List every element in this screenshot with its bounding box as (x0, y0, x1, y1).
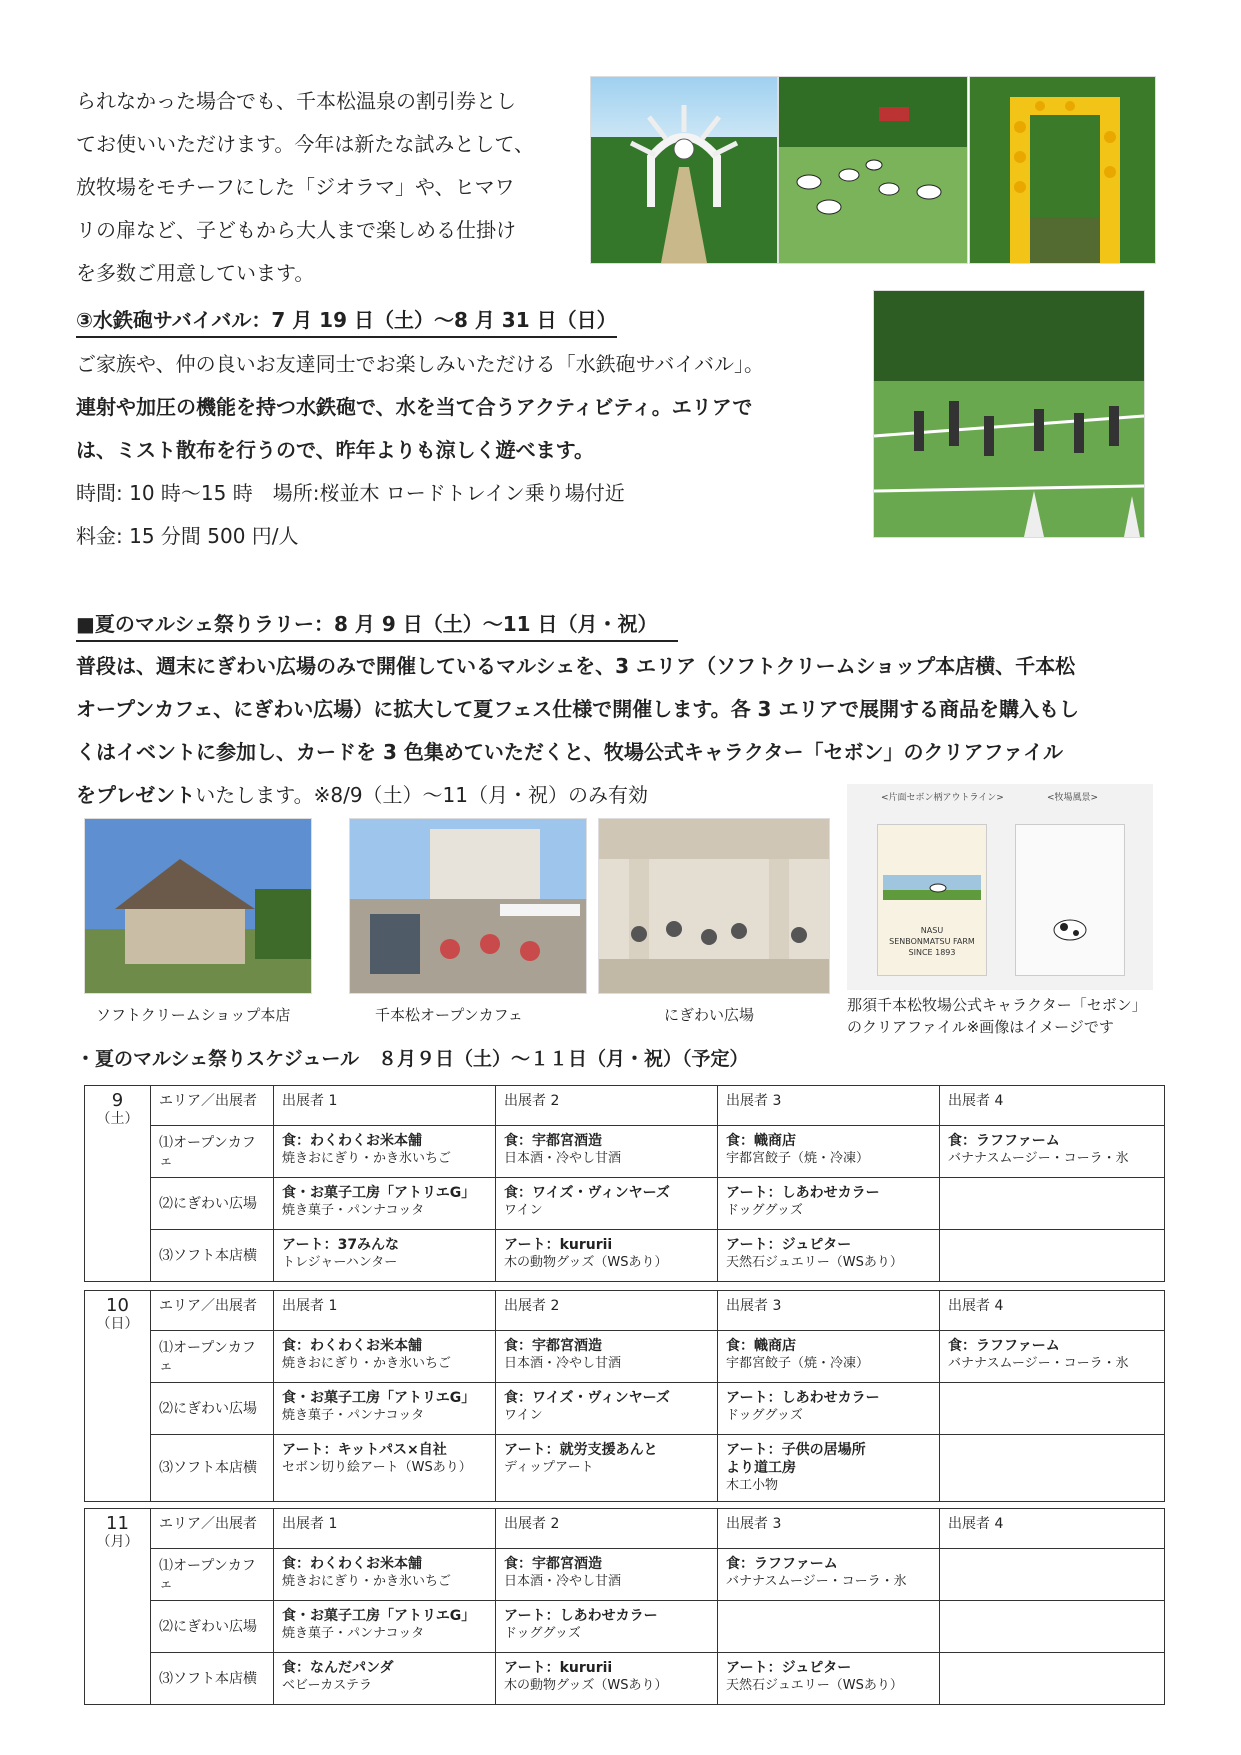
exhibitor-name: アート：しあわせカラー (504, 1608, 658, 1624)
intro-line: を多数ご用意しています。 (76, 261, 315, 285)
exhibitor-product: 天然石ジュエリー（WSあり） (726, 1678, 903, 1693)
exhibitor-product: ディップアート (504, 1460, 594, 1475)
area-cell: ⑴オープンカフェ (151, 1331, 274, 1383)
exhibitor-cell (718, 1178, 940, 1230)
exhibitor-product: 木工小物 (726, 1478, 779, 1493)
exhibitor-cell (718, 1383, 940, 1435)
marche-line: 普段は、週末にぎわい広場のみで開催しているマルシェを、3 エリア（ソフトクリームショップ本店横、千本松 (76, 654, 1076, 678)
nigiwai-plaza-photo (598, 818, 830, 994)
table-row (85, 1230, 1165, 1282)
shop-illustration (85, 819, 311, 993)
exhibitor-cell (274, 1383, 496, 1435)
day-of-week: （土） (96, 1111, 139, 1127)
area-cell: ⑵にぎわい広場 (151, 1601, 274, 1653)
exhibitor-name: 食・お菓子工房「アトリエG」 (282, 1185, 476, 1201)
exhibitor-product: ワイン (504, 1408, 543, 1423)
day-cell (85, 1291, 151, 1502)
clear-file-image (847, 784, 1153, 990)
exhibitor-cell (496, 1331, 718, 1383)
exhibitor-cell (274, 1126, 496, 1178)
table-row (85, 1653, 1165, 1705)
water-gun-illustration (874, 291, 1144, 537)
file-label-left: <片面セボン柄アウトライン> (881, 793, 1004, 803)
schedule-table-day9 (84, 1085, 1165, 1282)
water-gun-photo (873, 290, 1145, 538)
exhibitor-product: ワイン (504, 1203, 543, 1218)
exhibitor-name: 食：宇都宮酒造 (504, 1338, 602, 1354)
exhibitor-cell (496, 1178, 718, 1230)
exhibitor-name: アート：kururii (504, 1660, 613, 1676)
exhibitor-name: アート：しあわせカラー (726, 1390, 880, 1406)
exhibitor-cell (718, 1601, 940, 1653)
intro-paragraph (76, 80, 534, 295)
area-cell: ⑵にぎわい広場 (151, 1178, 274, 1230)
exhibitor-product: トレジャーハンター (282, 1255, 398, 1270)
exhibitor-product: 日本酒・冷やし甘酒 (504, 1574, 622, 1589)
day-number: 11 (106, 1513, 129, 1534)
exhibitor-product: ドッググッズ (504, 1626, 581, 1641)
exhibitor-product: 木の動物グッズ（WSあり） (504, 1255, 668, 1270)
header-exhibitor-4: 出展者 4 (940, 1509, 1165, 1549)
marche-present-text: をプレゼント (76, 783, 196, 807)
caption-plaza: にぎわい広場 (664, 1006, 755, 1024)
water-gun-heading: ③水鉄砲サバイバル：7 月 19 日（土）〜8 月 31 日（日） (76, 304, 617, 338)
exhibitor-product: 宇都宮餃子（焼・冷凍） (726, 1356, 870, 1371)
area-cell: ⑶ソフト本店横 (151, 1435, 274, 1502)
exhibitor-product: 木の動物グッズ（WSあり） (504, 1678, 668, 1693)
exhibitor-cell (718, 1331, 940, 1383)
exhibitor-product: ドッググッズ (726, 1203, 803, 1218)
plaza-illustration (599, 819, 829, 993)
header-exhibitor-2: 出展者 2 (496, 1086, 718, 1126)
open-cafe-photo (349, 818, 587, 994)
exhibitor-product: バナナスムージー・コーラ・氷 (726, 1574, 907, 1589)
header-exhibitor-2: 出展者 2 (496, 1509, 718, 1549)
exhibitor-cell (718, 1653, 940, 1705)
exhibitor-product: 焼き菓子・パンナコッタ (282, 1626, 425, 1641)
table-row (85, 1435, 1165, 1502)
file-card-line: NASU (920, 926, 944, 935)
intro-line: リの扉など、子どもから大人まで楽しめる仕掛け (76, 218, 516, 242)
exhibitor-name: 食：ワイズ・ヴィンヤーズ (504, 1390, 670, 1406)
exhibitor-product: 焼きおにぎり・かき氷いちご (282, 1151, 452, 1166)
schedule-header-row (85, 1291, 1165, 1331)
table-row (85, 1601, 1165, 1653)
exhibitor-name: 食：ワイズ・ヴィンヤーズ (504, 1185, 670, 1201)
exhibitor-cell (940, 1549, 1165, 1601)
exhibitor-cell (496, 1653, 718, 1705)
exhibitor-cell (496, 1126, 718, 1178)
diorama-photo (778, 76, 968, 264)
exhibitor-name: アート：キットパス×自社 (282, 1442, 447, 1458)
exhibitor-cell (940, 1601, 1165, 1653)
maze-gate-illustration (591, 77, 777, 263)
caption-shop: ソフトクリームショップ本店 (96, 1006, 291, 1024)
exhibitor-cell (496, 1435, 718, 1502)
exhibitor-cell (496, 1230, 718, 1282)
exhibitor-product: 焼き菓子・パンナコッタ (282, 1408, 425, 1423)
exhibitor-cell (274, 1178, 496, 1230)
header-exhibitor-3: 出展者 3 (718, 1509, 940, 1549)
header-exhibitor-1: 出展者 1 (274, 1509, 496, 1549)
header-exhibitor-1: 出展者 1 (274, 1291, 496, 1331)
intro-line: られなかった場合でも、千本松温泉の割引券とし (76, 89, 516, 113)
exhibitor-product: 焼き菓子・パンナコッタ (282, 1203, 425, 1218)
marche-line: くはイベントに参加し、カードを 3 色集めていただくと、牧場公式キャラクター「セボン」のクリアファイル (76, 740, 1064, 764)
exhibitor-name: アート：就労支援あんと (504, 1442, 658, 1458)
water-gun-time: 時間: 10 時〜15 時 場所:桜並木 ロードトレイン乗り場付近 (76, 481, 625, 505)
day-of-week: （月） (96, 1534, 139, 1550)
exhibitor-cell (274, 1653, 496, 1705)
header-exhibitor-4: 出展者 4 (940, 1291, 1165, 1331)
exhibitor-product: ドッググッズ (726, 1408, 803, 1423)
exhibitor-cell (718, 1549, 940, 1601)
sunflower-door-photo (969, 76, 1156, 264)
sunflower-door-illustration (970, 77, 1155, 263)
exhibitor-name: 食：幟商店 (726, 1133, 796, 1149)
exhibitor-name: アート：kururii (504, 1237, 613, 1253)
exhibitor-name: アート：ジュピター (726, 1237, 852, 1253)
exhibitor-name: 食：ラフファーム (948, 1133, 1060, 1149)
exhibitor-name: アート：37みんな (282, 1237, 400, 1253)
schedule-title: ・夏のマルシェ祭りスケジュール ８月９日（土）〜１１日（月・祝）（予定） (76, 1048, 749, 1070)
caption-file-line1: 那須千本松牧場公式キャラクター「セボン」 (847, 996, 1147, 1014)
file-card-text (878, 925, 986, 958)
exhibitor-name: 食：ラフファーム (726, 1556, 838, 1572)
file-card-line: SENBONMATSU FARM (889, 937, 975, 946)
diorama-cows-illustration (779, 77, 967, 263)
exhibitor-product: セボン切り絵アート（WSあり） (282, 1460, 472, 1475)
exhibitor-cell (718, 1126, 940, 1178)
header-area: エリア／出展者 (151, 1509, 274, 1549)
water-gun-fee: 料金: 15 分間 500 円/人 (76, 524, 299, 548)
exhibitor-cell (274, 1230, 496, 1282)
intro-line: 放牧場をモチーフにした「ジオラマ」や、ヒマワ (76, 175, 515, 199)
exhibitor-product: 天然石ジュエリー（WSあり） (726, 1255, 903, 1270)
day-number: 10 (106, 1295, 129, 1316)
exhibitor-name: 食：ラフファーム (948, 1338, 1060, 1354)
exhibitor-name-cont: より道工房 (726, 1460, 796, 1476)
day-cell (85, 1086, 151, 1282)
day-number: 9 (111, 1090, 124, 1111)
exhibitor-cell (940, 1435, 1165, 1502)
exhibitor-name: 食・お菓子工房「アトリエG」 (282, 1390, 476, 1406)
marche-validity-text: いたします。※8/9（土）〜11（月・祝）のみ有効 (195, 783, 648, 807)
exhibitor-name: 食：なんだパンダ (282, 1660, 394, 1676)
caption-file-line2: のクリアファイル※画像はイメージです (847, 1018, 1114, 1036)
exhibitor-name: 食：わくわくお米本舗 (282, 1133, 422, 1149)
exhibitor-cell (496, 1601, 718, 1653)
area-cell: ⑴オープンカフェ (151, 1549, 274, 1601)
file-card-line: SINCE 1893 (908, 948, 956, 957)
exhibitor-name: 食：宇都宮酒造 (504, 1556, 602, 1572)
maze-gate-photo (590, 76, 778, 264)
exhibitor-cell (496, 1383, 718, 1435)
exhibitor-cell (940, 1126, 1165, 1178)
schedule-table-day10 (84, 1290, 1165, 1502)
exhibitor-product: バナナスムージー・コーラ・氷 (948, 1151, 1129, 1166)
area-cell: ⑵にぎわい広場 (151, 1383, 274, 1435)
exhibitor-name: アート：子供の居場所 (726, 1442, 866, 1458)
area-cell: ⑶ソフト本店横 (151, 1653, 274, 1705)
clear-file-left (877, 824, 987, 976)
exhibitor-cell (274, 1601, 496, 1653)
exhibitor-name: 食：幟商店 (726, 1338, 796, 1354)
exhibitor-cell (940, 1331, 1165, 1383)
table-row (85, 1331, 1165, 1383)
day-cell (85, 1509, 151, 1705)
water-gun-body (76, 343, 764, 558)
exhibitor-product: バナナスムージー・コーラ・氷 (948, 1356, 1129, 1371)
file-landscape-illustration (878, 865, 986, 925)
schedule-table-day11 (84, 1508, 1165, 1705)
exhibitor-cell (274, 1549, 496, 1601)
table-row (85, 1126, 1165, 1178)
exhibitor-cell (718, 1230, 940, 1282)
exhibitor-product: 日本酒・冷やし甘酒 (504, 1356, 622, 1371)
exhibitor-name: 食・お菓子工房「アトリエG」 (282, 1608, 476, 1624)
table-row (85, 1383, 1165, 1435)
caption-cafe: 千本松オープンカフェ (375, 1006, 523, 1024)
file-cow-icon (1016, 905, 1124, 965)
clear-file-right (1015, 824, 1125, 976)
exhibitor-cell (274, 1435, 496, 1502)
exhibitor-name: 食：わくわくお米本舗 (282, 1556, 422, 1572)
exhibitor-cell (940, 1383, 1165, 1435)
marche-heading: ■夏のマルシェ祭りラリー：8 月 9 日（土）〜11 日（月・祝） (76, 608, 678, 642)
exhibitor-product: 焼きおにぎり・かき氷いちご (282, 1574, 452, 1589)
header-area: エリア／出展者 (151, 1086, 274, 1126)
intro-line: てお使いいただけます。今年は新たな試みとして、 (76, 132, 534, 156)
water-gun-line: 連射や加圧の機能を持つ水鉄砲で、水を当て合うアクティビティ。エリアで (76, 395, 753, 419)
soft-cream-shop-photo (84, 818, 312, 994)
header-exhibitor-4: 出展者 4 (940, 1086, 1165, 1126)
file-label-right: <牧場風景> (1047, 793, 1099, 803)
exhibitor-cell (940, 1653, 1165, 1705)
day-of-week: （日） (96, 1316, 139, 1332)
area-cell: ⑶ソフト本店横 (151, 1230, 274, 1282)
header-exhibitor-3: 出展者 3 (718, 1291, 940, 1331)
exhibitor-product: 日本酒・冷やし甘酒 (504, 1151, 622, 1166)
table-row (85, 1549, 1165, 1601)
area-cell: ⑴オープンカフェ (151, 1126, 274, 1178)
cafe-illustration (350, 819, 586, 993)
schedule-header-row (85, 1509, 1165, 1549)
exhibitor-cell (718, 1435, 940, 1502)
exhibitor-product: 焼きおにぎり・かき氷いちご (282, 1356, 452, 1371)
exhibitor-product: ベビーカステラ (282, 1678, 372, 1693)
exhibitor-product: 宇都宮餃子（焼・冷凍） (726, 1151, 870, 1166)
header-exhibitor-3: 出展者 3 (718, 1086, 940, 1126)
header-exhibitor-2: 出展者 2 (496, 1291, 718, 1331)
exhibitor-cell (940, 1230, 1165, 1282)
marche-line: オープンカフェ、にぎわい広場）に拡大して夏フェス仕様で開催します。各 3 エリアで展開する商品を購入もし (76, 697, 1080, 721)
exhibitor-name: 食：宇都宮酒造 (504, 1133, 602, 1149)
water-gun-line: は、ミスト散布を行うので、昨年よりも涼しく遊べます。 (76, 438, 594, 462)
water-gun-line: ご家族や、仲の良いお友達同士でお楽しみいただける「水鉄砲サバイバル」。 (76, 352, 764, 376)
header-area: エリア／出展者 (151, 1291, 274, 1331)
exhibitor-name: アート：ジュピター (726, 1660, 852, 1676)
exhibitor-name: 食：わくわくお米本舗 (282, 1338, 422, 1354)
header-exhibitor-1: 出展者 1 (274, 1086, 496, 1126)
exhibitor-cell (274, 1331, 496, 1383)
schedule-header-row (85, 1086, 1165, 1126)
exhibitor-name: アート：しあわせカラー (726, 1185, 880, 1201)
table-row (85, 1178, 1165, 1230)
exhibitor-cell (940, 1178, 1165, 1230)
exhibitor-cell (496, 1549, 718, 1601)
